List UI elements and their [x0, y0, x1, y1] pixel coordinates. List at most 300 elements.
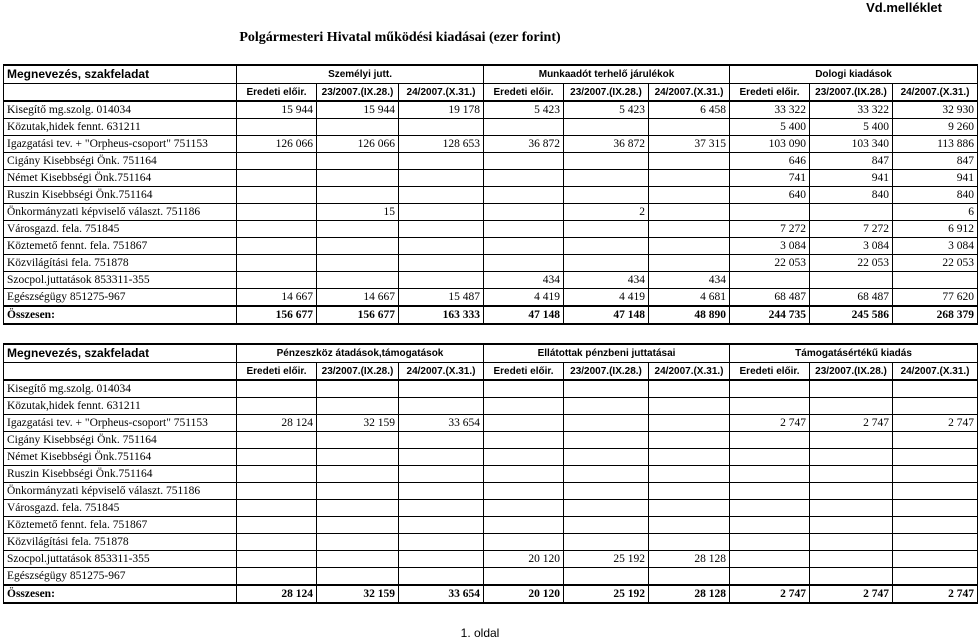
- value-cell: 640: [730, 187, 810, 204]
- value-cell: [893, 517, 978, 534]
- value-cell: 126 066: [237, 136, 317, 153]
- value-cell: [317, 449, 399, 466]
- value-cell: 7 272: [730, 221, 810, 238]
- total-label: Összesen:: [4, 585, 237, 603]
- value-cell: [484, 568, 564, 586]
- total-cell: 156 677: [237, 306, 317, 324]
- value-cell: [399, 380, 484, 398]
- value-cell: [649, 204, 730, 221]
- table-row: [4, 568, 978, 586]
- value-cell: [484, 483, 564, 500]
- value-cell: [810, 534, 893, 551]
- table-row: [4, 398, 978, 415]
- row-name: Cigány Kisebbségi Önk. 751164: [4, 432, 237, 449]
- value-cell: [399, 272, 484, 289]
- page-number: 1. oldal: [460, 626, 500, 640]
- value-cell: [399, 153, 484, 170]
- value-cell: [237, 221, 317, 238]
- table-row: [4, 187, 978, 204]
- total-cell: 20 120: [484, 585, 564, 603]
- table-row: [4, 204, 978, 221]
- value-cell: [730, 204, 810, 221]
- value-cell: [484, 466, 564, 483]
- value-cell: [399, 466, 484, 483]
- group-header: Munkaadót terhelő járulékok: [484, 65, 730, 84]
- value-cell: [893, 500, 978, 517]
- row-name: Ruszin Kisebbségi Önk.751164: [4, 187, 237, 204]
- row-name: Igazgatási tev. + "Orpheus-csoport" 751153: [4, 136, 237, 153]
- value-cell: [564, 432, 649, 449]
- table-row: [4, 238, 978, 255]
- value-cell: 103 090: [730, 136, 810, 153]
- value-cell: [399, 221, 484, 238]
- value-cell: [564, 119, 649, 136]
- value-cell: [730, 517, 810, 534]
- value-cell: [564, 483, 649, 500]
- total-cell: 48 890: [649, 306, 730, 324]
- value-cell: [484, 449, 564, 466]
- table-row: [4, 136, 978, 153]
- value-cell: [893, 483, 978, 500]
- value-cell: [484, 500, 564, 517]
- header-row: [4, 344, 978, 363]
- value-cell: 3 084: [893, 238, 978, 255]
- value-cell: [399, 187, 484, 204]
- value-cell: 15 944: [237, 101, 317, 119]
- total-row: [4, 585, 978, 603]
- header-row: [4, 65, 978, 84]
- value-cell: 2 747: [730, 415, 810, 432]
- value-cell: [484, 187, 564, 204]
- subheader-cell: 24/2007.(X.31.): [893, 363, 978, 381]
- table-row: [4, 170, 978, 187]
- value-cell: [893, 551, 978, 568]
- total-cell: 25 192: [564, 585, 649, 603]
- value-cell: [317, 170, 399, 187]
- table-row: [4, 500, 978, 517]
- row-name: Önkormányzati képviselő választ. 751186: [4, 483, 237, 500]
- subheader-row: [4, 363, 978, 381]
- row-name: Ruszin Kisebbségi Önk.751164: [4, 466, 237, 483]
- value-cell: [399, 551, 484, 568]
- value-cell: 15 487: [399, 289, 484, 307]
- value-cell: [484, 238, 564, 255]
- value-cell: [484, 221, 564, 238]
- total-cell: 163 333: [399, 306, 484, 324]
- table-row: [4, 432, 978, 449]
- value-cell: [317, 500, 399, 517]
- subheader-cell: Eredeti előir.: [237, 363, 317, 381]
- value-cell: [399, 119, 484, 136]
- value-cell: [649, 534, 730, 551]
- value-cell: [564, 415, 649, 432]
- total-cell: 2 747: [893, 585, 978, 603]
- row-name: Szocpol.juttatások 853311-355: [4, 551, 237, 568]
- value-cell: 840: [810, 187, 893, 204]
- value-cell: [730, 272, 810, 289]
- value-cell: [649, 221, 730, 238]
- value-cell: [399, 568, 484, 586]
- value-cell: [484, 534, 564, 551]
- value-cell: [649, 466, 730, 483]
- value-cell: 7 272: [810, 221, 893, 238]
- value-cell: 2: [564, 204, 649, 221]
- value-cell: [317, 398, 399, 415]
- subheader-cell: 24/2007.(X.31.): [649, 84, 730, 102]
- total-cell: 28 128: [649, 585, 730, 603]
- row-name: Köztemető fennt. fela. 751867: [4, 238, 237, 255]
- row-name: Kisegítő mg.szolg. 014034: [4, 101, 237, 119]
- subheader-cell: 23/2007.(IX.28.): [810, 363, 893, 381]
- value-cell: [237, 432, 317, 449]
- value-cell: 28 124: [237, 415, 317, 432]
- value-cell: [484, 153, 564, 170]
- value-cell: [317, 380, 399, 398]
- value-cell: [564, 255, 649, 272]
- value-cell: 126 066: [317, 136, 399, 153]
- total-cell: 33 654: [399, 585, 484, 603]
- value-cell: 9 260: [893, 119, 978, 136]
- value-cell: 840: [893, 187, 978, 204]
- value-cell: [730, 500, 810, 517]
- value-cell: [237, 170, 317, 187]
- subheader-cell: 24/2007.(X.31.): [893, 84, 978, 102]
- value-cell: [893, 432, 978, 449]
- value-cell: [399, 500, 484, 517]
- value-cell: [484, 415, 564, 432]
- value-cell: [810, 483, 893, 500]
- value-cell: 36 872: [484, 136, 564, 153]
- total-row: [4, 306, 978, 324]
- subheader-cell: 24/2007.(X.31.): [399, 84, 484, 102]
- value-cell: 4 681: [649, 289, 730, 307]
- subheader-cell: 23/2007.(IX.28.): [564, 363, 649, 381]
- row-name: Egészségügy 851275-967: [4, 568, 237, 586]
- value-cell: [730, 449, 810, 466]
- table-row: [4, 221, 978, 238]
- table-row: [4, 101, 978, 119]
- value-cell: [730, 534, 810, 551]
- value-cell: 2 747: [810, 415, 893, 432]
- value-cell: 741: [730, 170, 810, 187]
- table-row: [4, 153, 978, 170]
- total-cell: 2 747: [810, 585, 893, 603]
- value-cell: 6: [893, 204, 978, 221]
- value-cell: [399, 517, 484, 534]
- subheader-cell: 24/2007.(X.31.): [649, 363, 730, 381]
- value-cell: [564, 466, 649, 483]
- total-label: Összesen:: [4, 306, 237, 324]
- value-cell: 36 872: [564, 136, 649, 153]
- value-cell: 2 747: [893, 415, 978, 432]
- value-cell: 28 128: [649, 551, 730, 568]
- value-cell: [484, 398, 564, 415]
- value-cell: [484, 170, 564, 187]
- table-row: [4, 517, 978, 534]
- group-header: Támogatásértékű kiadás: [730, 344, 978, 363]
- subheader-cell: 23/2007.(IX.28.): [564, 84, 649, 102]
- value-cell: [564, 534, 649, 551]
- value-cell: [564, 238, 649, 255]
- value-cell: [484, 432, 564, 449]
- value-cell: [810, 466, 893, 483]
- subheader-cell: 23/2007.(IX.28.): [317, 363, 399, 381]
- name-header: Megnevezés, szakfeladat: [4, 344, 237, 363]
- value-cell: [399, 534, 484, 551]
- value-cell: [317, 517, 399, 534]
- table-row: [4, 272, 978, 289]
- total-cell: 268 379: [893, 306, 978, 324]
- value-cell: 646: [730, 153, 810, 170]
- table-row: [4, 551, 978, 568]
- value-cell: [237, 204, 317, 221]
- value-cell: 113 886: [893, 136, 978, 153]
- value-cell: 14 667: [317, 289, 399, 307]
- value-cell: [237, 551, 317, 568]
- subheader-row: [4, 84, 978, 102]
- value-cell: 33 654: [399, 415, 484, 432]
- value-cell: 37 315: [649, 136, 730, 153]
- value-cell: [649, 568, 730, 586]
- value-cell: [237, 238, 317, 255]
- value-cell: [317, 187, 399, 204]
- value-cell: [399, 204, 484, 221]
- row-name: Köztemető fennt. fela. 751867: [4, 517, 237, 534]
- value-cell: 22 053: [730, 255, 810, 272]
- value-cell: [237, 153, 317, 170]
- value-cell: [237, 187, 317, 204]
- value-cell: 4 419: [564, 289, 649, 307]
- value-cell: [730, 483, 810, 500]
- table-row: [4, 449, 978, 466]
- value-cell: [237, 500, 317, 517]
- total-cell: 47 148: [564, 306, 649, 324]
- value-cell: 22 053: [810, 255, 893, 272]
- value-cell: [317, 272, 399, 289]
- name-header: Megnevezés, szakfeladat: [4, 65, 237, 84]
- value-cell: [237, 449, 317, 466]
- value-cell: [399, 238, 484, 255]
- row-name: Szocpol.juttatások 853311-355: [4, 272, 237, 289]
- table-row: [4, 119, 978, 136]
- value-cell: 33 322: [810, 101, 893, 119]
- row-name: Városgazd. fela. 751845: [4, 500, 237, 517]
- value-cell: [564, 449, 649, 466]
- value-cell: [730, 466, 810, 483]
- value-cell: [399, 170, 484, 187]
- value-cell: [893, 449, 978, 466]
- page-title: Polgármesteri Hivatal működési kiadásai (ezer forint): [239, 30, 561, 45]
- value-cell: [484, 119, 564, 136]
- value-cell: [649, 238, 730, 255]
- value-cell: [564, 380, 649, 398]
- row-name: Városgazd. fela. 751845: [4, 221, 237, 238]
- value-cell: [810, 551, 893, 568]
- value-cell: [399, 449, 484, 466]
- table-row: [4, 380, 978, 398]
- value-cell: [649, 415, 730, 432]
- expenses-table-1: [3, 64, 978, 325]
- value-cell: 434: [649, 272, 730, 289]
- value-cell: 32 930: [893, 101, 978, 119]
- table-row: [4, 483, 978, 500]
- value-cell: [237, 483, 317, 500]
- total-cell: 47 148: [484, 306, 564, 324]
- row-name: Közvilágítási fela. 751878: [4, 534, 237, 551]
- row-name: Közutak,hidek fennt. 631211: [4, 119, 237, 136]
- value-cell: [317, 221, 399, 238]
- value-cell: [317, 551, 399, 568]
- table-row: [4, 415, 978, 432]
- value-cell: [649, 500, 730, 517]
- subheader-cell: Eredeti előir.: [237, 84, 317, 102]
- value-cell: 434: [484, 272, 564, 289]
- total-cell: 28 124: [237, 585, 317, 603]
- value-cell: 77 620: [893, 289, 978, 307]
- value-cell: [893, 568, 978, 586]
- value-cell: [317, 432, 399, 449]
- row-name: Önkormányzati képviselő választ. 751186: [4, 204, 237, 221]
- value-cell: [317, 466, 399, 483]
- value-cell: [893, 466, 978, 483]
- value-cell: [810, 398, 893, 415]
- value-cell: 5 400: [810, 119, 893, 136]
- value-cell: 941: [810, 170, 893, 187]
- value-cell: 14 667: [237, 289, 317, 307]
- value-cell: 15: [317, 204, 399, 221]
- value-cell: [237, 380, 317, 398]
- value-cell: [484, 255, 564, 272]
- value-cell: 103 340: [810, 136, 893, 153]
- value-cell: [317, 153, 399, 170]
- value-cell: [649, 119, 730, 136]
- value-cell: 128 653: [399, 136, 484, 153]
- row-name: Cigány Kisebbségi Önk. 751164: [4, 153, 237, 170]
- row-name: Közvilágítási fela. 751878: [4, 255, 237, 272]
- value-cell: [730, 398, 810, 415]
- value-cell: [649, 517, 730, 534]
- subheader-cell: Eredeti előir.: [484, 84, 564, 102]
- value-cell: [564, 170, 649, 187]
- value-cell: [893, 272, 978, 289]
- value-cell: [399, 483, 484, 500]
- group-header: Ellátottak pénzbeni juttatásai: [484, 344, 730, 363]
- value-cell: [237, 517, 317, 534]
- value-cell: 941: [893, 170, 978, 187]
- value-cell: [564, 500, 649, 517]
- row-name: Közutak,hidek fennt. 631211: [4, 398, 237, 415]
- value-cell: [649, 483, 730, 500]
- value-cell: [810, 568, 893, 586]
- value-cell: 19 178: [399, 101, 484, 119]
- value-cell: [399, 255, 484, 272]
- value-cell: [237, 398, 317, 415]
- total-cell: 244 735: [730, 306, 810, 324]
- subheader-blank: [4, 84, 237, 102]
- subheader-cell: Eredeti előir.: [484, 363, 564, 381]
- value-cell: [649, 380, 730, 398]
- table-row: [4, 289, 978, 307]
- value-cell: [484, 517, 564, 534]
- annex-label: Vd.melléklet: [866, 0, 942, 15]
- value-cell: [810, 204, 893, 221]
- row-name: Német Kisebbségi Önk.751164: [4, 449, 237, 466]
- subheader-cell: 24/2007.(X.31.): [399, 363, 484, 381]
- value-cell: 68 487: [730, 289, 810, 307]
- total-cell: 2 747: [730, 585, 810, 603]
- value-cell: [810, 517, 893, 534]
- value-cell: [237, 255, 317, 272]
- value-cell: [810, 272, 893, 289]
- value-cell: [564, 187, 649, 204]
- value-cell: [810, 432, 893, 449]
- table-row: [4, 255, 978, 272]
- value-cell: 5 423: [564, 101, 649, 119]
- value-cell: [730, 432, 810, 449]
- group-header: Pénzeszköz átadások,támogatások: [237, 344, 484, 363]
- row-name: Kisegítő mg.szolg. 014034: [4, 380, 237, 398]
- value-cell: 20 120: [484, 551, 564, 568]
- value-cell: [317, 568, 399, 586]
- value-cell: [810, 449, 893, 466]
- value-cell: [730, 380, 810, 398]
- value-cell: [730, 551, 810, 568]
- expenses-table-2: [3, 343, 978, 604]
- value-cell: [317, 119, 399, 136]
- value-cell: [893, 380, 978, 398]
- value-cell: 847: [810, 153, 893, 170]
- value-cell: [237, 466, 317, 483]
- value-cell: [564, 568, 649, 586]
- value-cell: 6 912: [893, 221, 978, 238]
- value-cell: [237, 568, 317, 586]
- value-cell: 22 053: [893, 255, 978, 272]
- value-cell: [649, 432, 730, 449]
- value-cell: 4 419: [484, 289, 564, 307]
- row-name: Német Kisebbségi Önk.751164: [4, 170, 237, 187]
- subheader-blank: [4, 363, 237, 381]
- subheader-cell: Eredeti előir.: [730, 84, 810, 102]
- value-cell: [317, 238, 399, 255]
- total-cell: 156 677: [317, 306, 399, 324]
- total-cell: 32 159: [317, 585, 399, 603]
- value-cell: [484, 380, 564, 398]
- value-cell: [237, 272, 317, 289]
- value-cell: [564, 517, 649, 534]
- subheader-cell: 23/2007.(IX.28.): [317, 84, 399, 102]
- value-cell: 847: [893, 153, 978, 170]
- value-cell: [484, 204, 564, 221]
- value-cell: 5 400: [730, 119, 810, 136]
- value-cell: [649, 170, 730, 187]
- group-header: Személyi jutt.: [237, 65, 484, 84]
- value-cell: [317, 483, 399, 500]
- value-cell: 25 192: [564, 551, 649, 568]
- value-cell: [893, 398, 978, 415]
- value-cell: 15 944: [317, 101, 399, 119]
- table-row: [4, 534, 978, 551]
- value-cell: [730, 568, 810, 586]
- value-cell: [399, 432, 484, 449]
- subheader-cell: Eredeti előir.: [730, 363, 810, 381]
- value-cell: [649, 255, 730, 272]
- value-cell: 3 084: [810, 238, 893, 255]
- total-cell: 245 586: [810, 306, 893, 324]
- value-cell: [564, 398, 649, 415]
- value-cell: 32 159: [317, 415, 399, 432]
- value-cell: [317, 255, 399, 272]
- value-cell: [399, 398, 484, 415]
